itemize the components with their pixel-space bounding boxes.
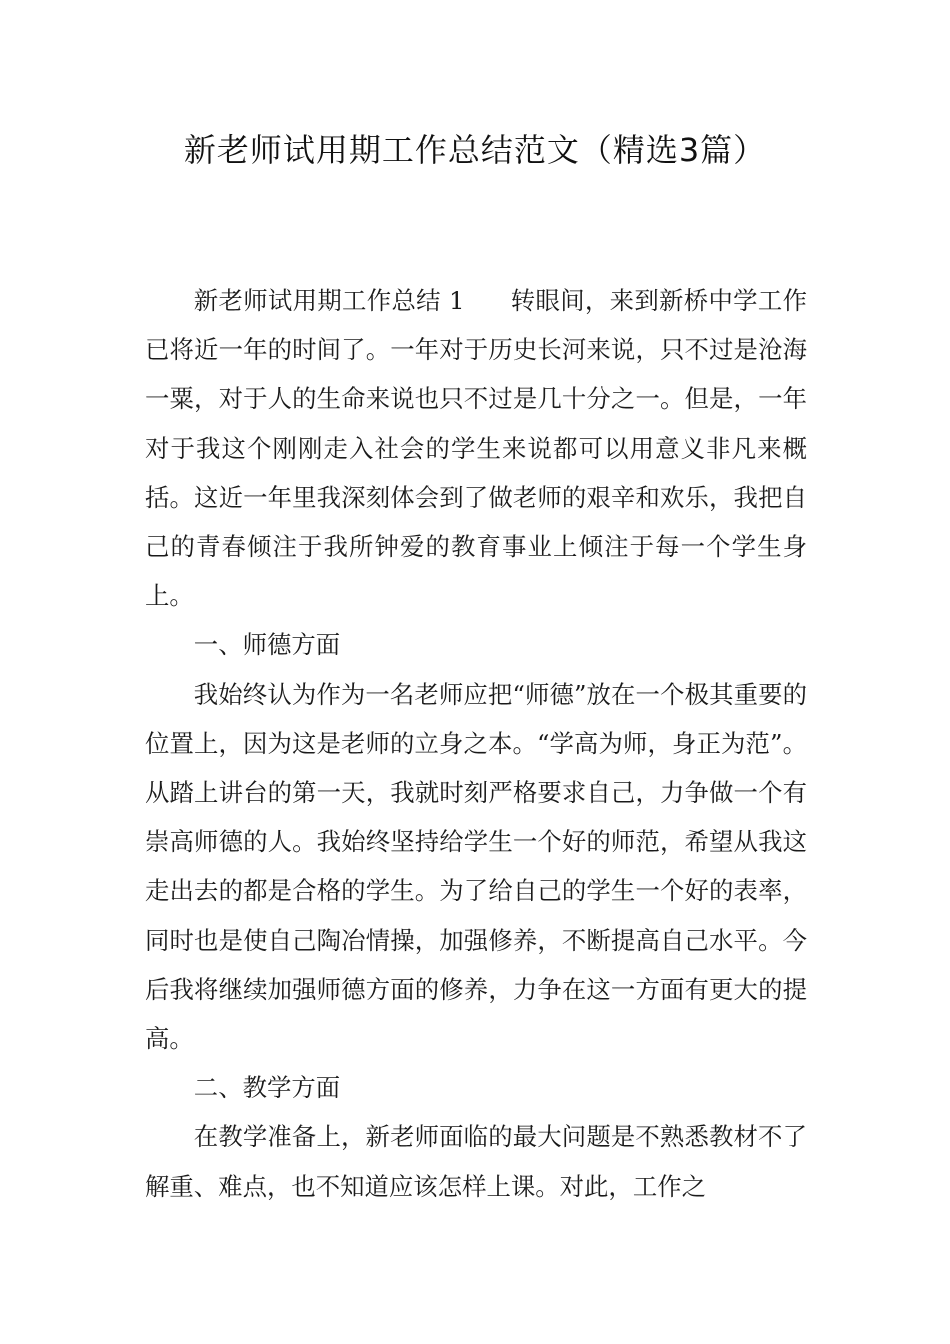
section-heading-teaching: 二、教学方面 bbox=[193, 1073, 341, 1103]
section-paragraph-teaching: 在教学准备上，新老师面临的最大问题是不熟悉教材不了解重、难点，也不知道应该怎样上课。对此，工作之 bbox=[145, 1122, 807, 1201]
intro-text: 转眼间，来到新桥中学工作已将近一年的时间了。一年对于历史长河来说，只不过是沧海一粟，对于人的生命来说也只不过是几十分之一。但是，一年对于我这个刚刚走入社会的学生来说都可以用意义非凡来概括。这近一年里我深刻体会到了做老师的艰辛和欢乐，我把自己的青春倾注于我所钟爱的教育事业上倾注于每一个学生身上。 bbox=[145, 286, 807, 611]
document-body bbox=[145, 276, 807, 1211]
document-title: 新老师试用期工作总结范文（精选3篇） bbox=[183, 131, 767, 169]
intro-label: 新老师试用期工作总结 1 bbox=[193, 286, 465, 315]
intro-paragraph bbox=[145, 276, 807, 620]
section-heading-ethics: 一、师德方面 bbox=[193, 630, 341, 660]
section-paragraph-ethics: 我始终认为作为一名老师应把“师德”放在一个极其重要的位置上，因为这是老师的立身之本。“学高为师，身正为范”。从踏上讲台的第一天，我就时刻严格要求自己，力争做一个有崇高师德的人。我始终坚持给学生一个好的师范，希望从我这走出去的都是合格的学生。为了给自己的学生一个好的表率，同时也是使自己陶冶情操，加强修养，不断提高自己水平。今后我将继续加强师德方面的修养，力争在这一方面有更大的提高。 bbox=[145, 679, 807, 1054]
